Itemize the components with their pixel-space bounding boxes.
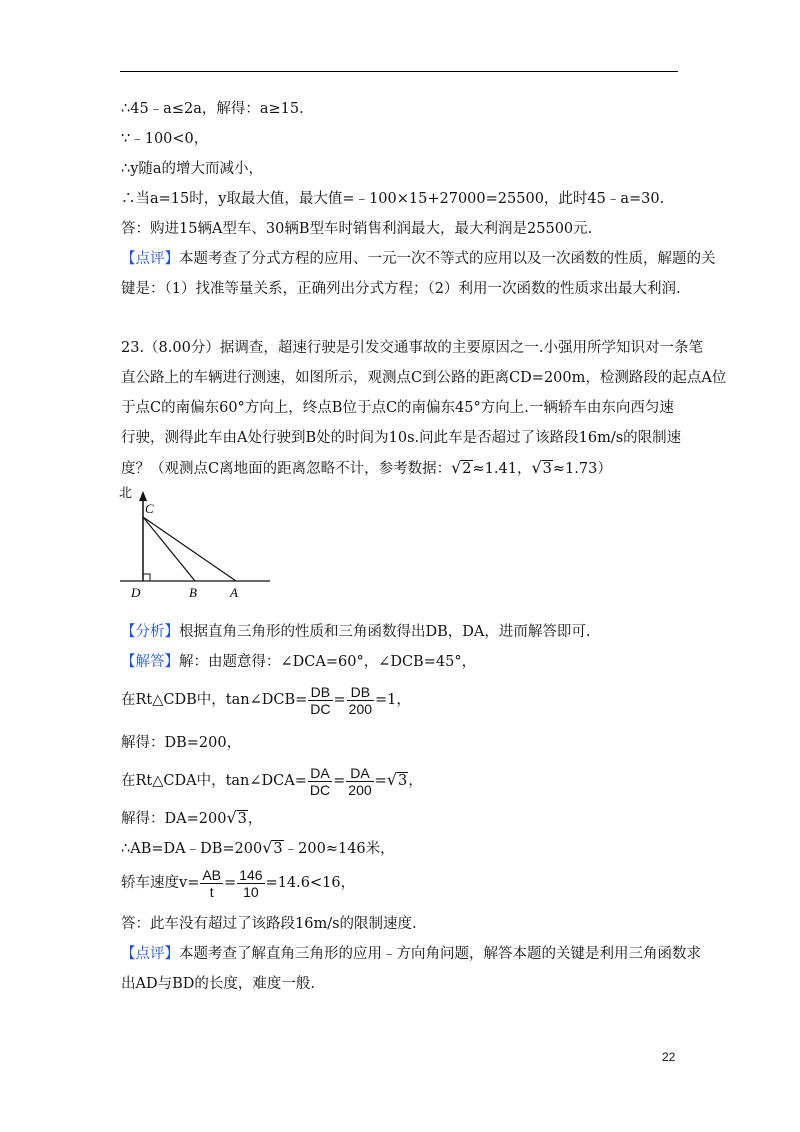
denominator: 200	[348, 700, 373, 717]
radicand: 3	[273, 841, 283, 857]
problem-line: 行驶，测得此车由A处行驶到B处的时间为10s.问此车是否超过了该路段16m/s的限制速	[121, 430, 682, 446]
sqrt-sign: √	[451, 458, 462, 477]
text-line	[121, 808, 262, 829]
segment-cb	[143, 517, 195, 581]
north-label: 北	[119, 486, 133, 501]
text-line: 答：购进15辆A型车、30辆B型车时销售利润最大，最大利润是25500元.	[121, 221, 593, 237]
point-b-label: B	[189, 585, 197, 600]
denominator: DC	[309, 781, 331, 798]
geometry-figure	[115, 485, 275, 605]
numerator: AB	[202, 866, 222, 883]
equation-text: =1，	[375, 692, 411, 708]
numerator: DB	[308, 684, 332, 701]
equation-text: 轿车速度v=	[121, 875, 200, 891]
radicand: 3	[237, 811, 247, 827]
right-angle-mark	[143, 574, 150, 581]
text-line: ∴45﹣a≤2a，解得：a≥15.	[121, 101, 304, 117]
point-d-label: D	[131, 585, 141, 600]
review-text: 本题考查了解直角三角形的应用﹣方向角问题，解答本题的关键是利用三角函数求	[179, 946, 701, 962]
page-number: 22	[662, 1050, 676, 1064]
point-c-label: C	[145, 501, 154, 516]
equation-text: 解得：DA=200	[121, 811, 227, 827]
sqrt-sign: √	[262, 838, 273, 857]
fraction	[308, 684, 332, 717]
numerator: DA	[346, 765, 373, 782]
fraction	[347, 684, 374, 717]
problem-text: ≈1.41，	[472, 461, 532, 477]
review-tag: 【点评】	[121, 251, 179, 267]
radicand: 3	[398, 773, 408, 789]
north-arrow-icon	[139, 491, 147, 501]
fraction	[200, 867, 223, 900]
numerator: DB	[347, 684, 374, 701]
equation-text: ∴AB=DA﹣DB=200	[121, 841, 263, 857]
equation-text: ﹣200≈146米，	[283, 841, 395, 857]
problem-line: 直公路上的车辆进行测速，如图所示，观测点C到公路的距离CD=200m，检测路段的起点A位	[121, 370, 727, 386]
text-line: ∴y随a的增大而减小，	[121, 161, 264, 177]
equation-line: 在Rt△CDA中，tan∠DCA= $\frac{DA}{DC}$ = $\frac{DA}{200}$ =√3，	[121, 764, 423, 798]
segment-ca	[143, 517, 236, 581]
denominator: DC	[310, 700, 331, 717]
analysis-text: 根据直角三角形的性质和三角函数得出DB，DA，进而解答即可.	[179, 624, 591, 640]
sqrt-sign: √	[531, 458, 542, 477]
radicand: 2	[462, 461, 472, 477]
sqrt-sign: √	[226, 808, 237, 827]
text-line: ∴当a=15时，y取最大值，最大值=﹣100×15+27000=25500，此时45﹣a=30.	[121, 191, 665, 207]
fraction	[346, 765, 373, 798]
problem-line: 23.（8.00分）据调查，超速行驶是引发交通事故的主要原因之一.小强用所学知识对一条笔	[121, 340, 703, 356]
point-a-label: A	[230, 585, 238, 600]
numerator: DA	[308, 765, 332, 782]
equation-text: ，	[408, 773, 423, 789]
fraction	[237, 867, 264, 900]
text-line: 答：此车没有超过了该路段16m/s的限制速度.	[121, 916, 417, 932]
text-line	[121, 838, 395, 859]
analysis-line	[121, 622, 591, 642]
text-line: 键是：（1）找准等量关系，正确列出分式方程；（2）利用一次函数的性质求出最大利润.	[121, 281, 681, 297]
text-line: ∵﹣100<0，	[121, 131, 209, 147]
denominator: 10	[243, 883, 259, 900]
review-text: 本题考查了分式方程的应用、一元一次不等式的应用以及一次函数的性质，解题的关	[179, 251, 716, 267]
problem-text: ≈1.73）	[552, 461, 612, 477]
equation-line: 在Rt△CDB中，tan∠DCB= $\frac{DB}{DC}$ = $\frac{DB}{200}$ =1，	[121, 683, 411, 717]
analysis-tag: 【分析】	[121, 624, 179, 640]
equation-text: 在Rt△CDA中，tan∠DCA=	[121, 773, 307, 789]
equation-text: =14.6<16，	[265, 875, 356, 891]
problem-text: 度？（观测点C离地面的距离忽略不计，参考数据：	[121, 461, 452, 477]
solution-line	[121, 652, 476, 672]
text-line: 解得：DB=200，	[121, 735, 242, 751]
header-rule	[120, 71, 678, 72]
numerator: 146	[239, 866, 263, 883]
solution-text: 解：由题意得：∠DCA=60°，∠DCB=45°，	[179, 654, 477, 670]
equation-text: ，	[247, 811, 263, 827]
equation-text: =	[374, 773, 387, 789]
solution-tag: 【解答】	[121, 654, 179, 670]
fraction	[308, 765, 332, 798]
review-line	[121, 944, 701, 964]
radicand: 3	[542, 461, 552, 477]
review-tag: 【点评】	[121, 946, 179, 962]
denominator: 200	[348, 781, 372, 798]
problem-line	[121, 458, 612, 479]
sqrt-sign: √	[386, 770, 397, 789]
equation-line: 轿车速度v= $\frac{AB}{t}$ = $\frac{146}{10}$ =14.6<16，	[121, 866, 356, 900]
review-line: 出AD与BD的长度，难度一般.	[121, 976, 315, 992]
review-line	[121, 249, 716, 269]
denominator: t	[209, 883, 214, 900]
equation-text: 在Rt△CDB中，tan∠DCB=	[121, 692, 308, 708]
problem-line: 于点C的南偏东60°方向上，终点B位于点C的南偏东45°方向上.一辆轿车由东向西匀速	[121, 400, 674, 416]
